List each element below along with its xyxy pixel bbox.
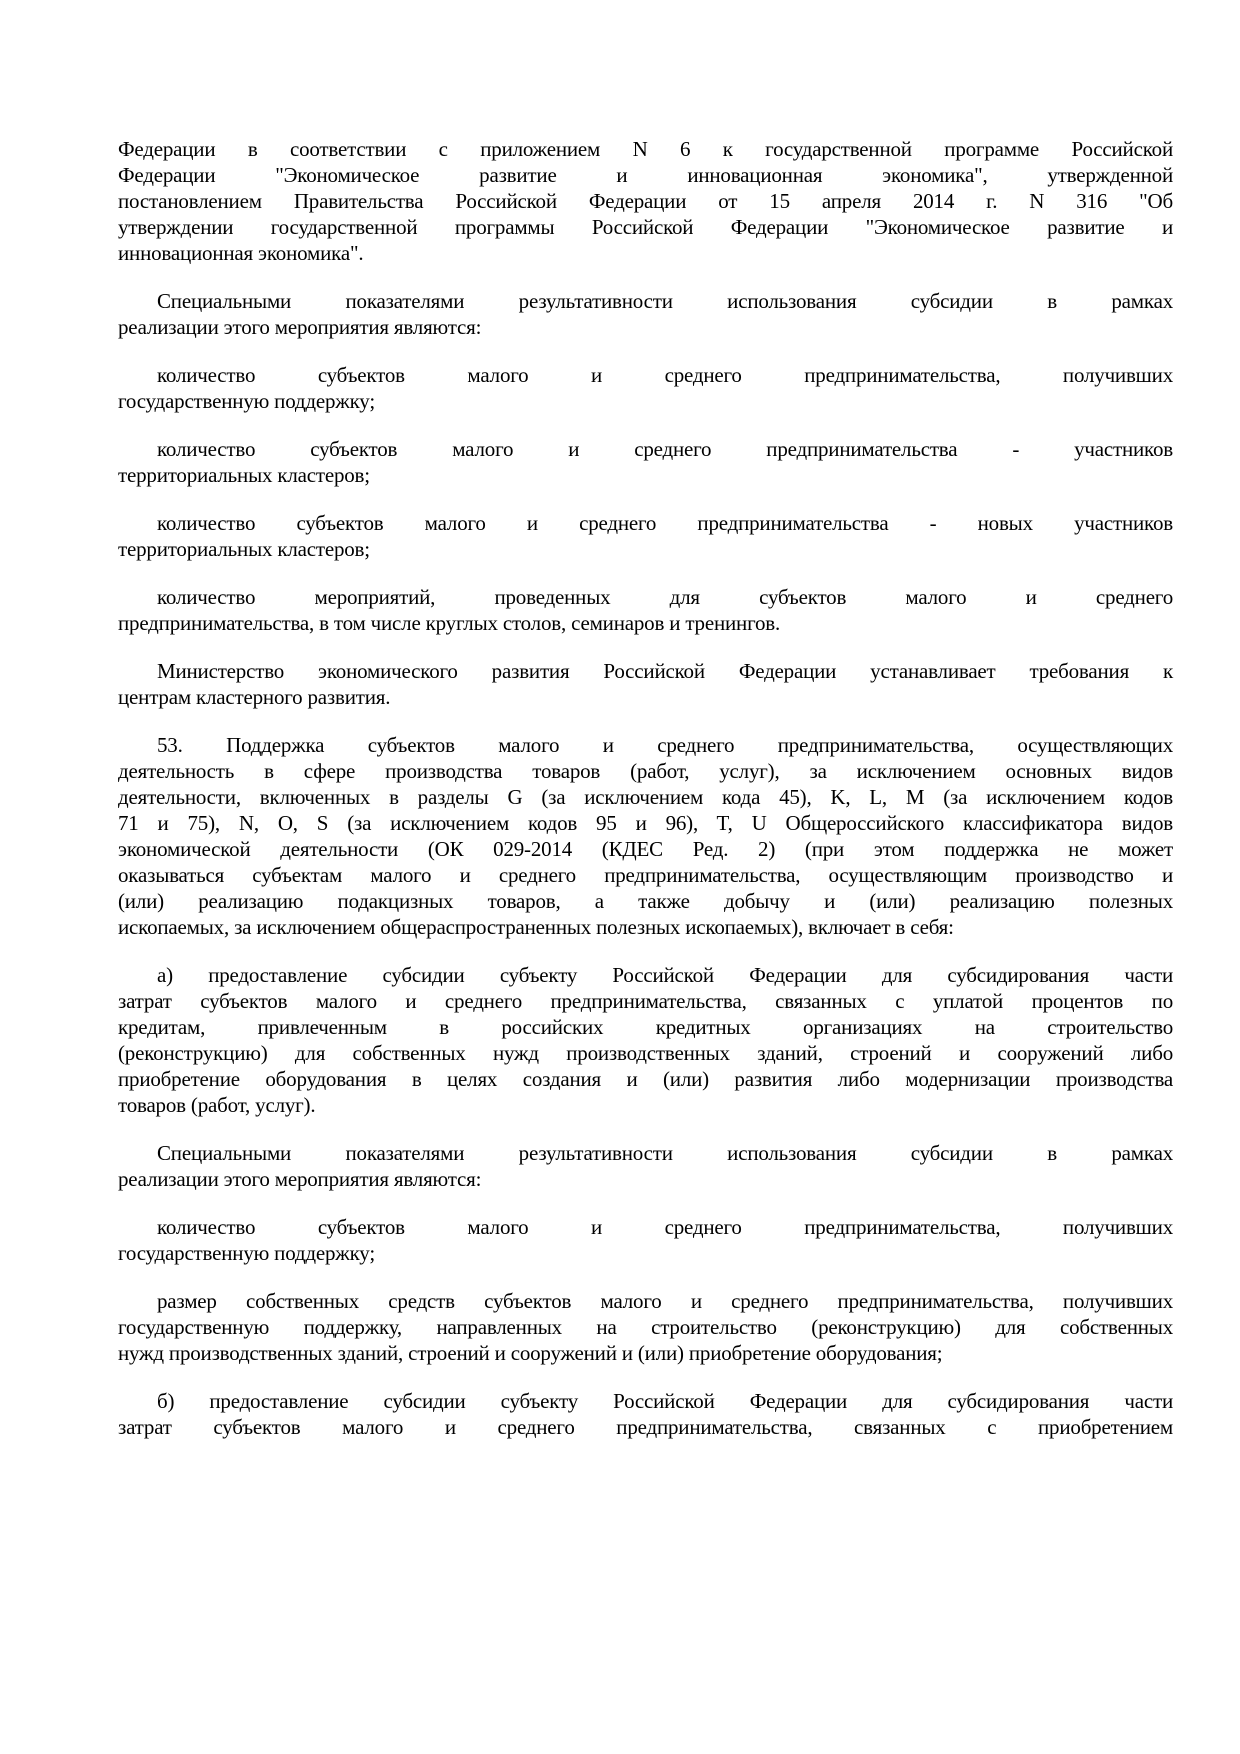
- paragraph-line: реализации этого мероприятия являются:: [118, 315, 482, 339]
- paragraph-line: утверждении государственной программы Российской Федерации "Экономическое развитие и: [118, 215, 1173, 239]
- paragraph-line: Федерации в соответствии с приложением N 6 к государственной программе Российской: [118, 137, 1173, 161]
- paragraph-line: размер собственных средств субъектов малого и среднего предпринимательства, получивших: [157, 1289, 1173, 1313]
- paragraph: [118, 136, 1173, 266]
- paragraph-line: государственную поддержку;: [118, 1241, 375, 1265]
- paragraph-line: а) предоставление субсидии субъекту Российской Федерации для субсидирования части: [157, 963, 1173, 987]
- paragraph-line: приобретение оборудования в целях создания и (или) развития либо модернизации производства: [118, 1067, 1173, 1091]
- paragraph-line: постановлением Правительства Российской Федерации от 15 апреля 2014 г. N 316 "Об: [118, 189, 1173, 213]
- paragraph-line: территориальных кластеров;: [118, 537, 370, 561]
- paragraph: [118, 288, 1173, 340]
- paragraph: [118, 584, 1173, 636]
- paragraph-line: инновационная экономика".: [118, 241, 364, 265]
- paragraph-line: количество субъектов малого и среднего предпринимательства, получивших: [157, 363, 1173, 387]
- document-page-body: [118, 136, 1173, 1462]
- paragraph-line: товаров (работ, услуг).: [118, 1093, 316, 1117]
- paragraph-line: государственную поддержку, направленных на строительство (реконструкцию) для собственных: [118, 1315, 1173, 1339]
- paragraph-line: затрат субъектов малого и среднего предпринимательства, связанных с приобретением: [118, 1415, 1173, 1439]
- paragraph-line: количество мероприятий, проведенных для субъектов малого и среднего: [157, 585, 1173, 609]
- paragraph-line: количество субъектов малого и среднего предпринимательства - участников: [157, 437, 1173, 461]
- paragraph-line: предпринимательства, в том числе круглых столов, семинаров и тренингов.: [118, 611, 781, 635]
- paragraph-line: количество субъектов малого и среднего предпринимательства - новых участников: [157, 511, 1173, 535]
- paragraph-line: (реконструкцию) для собственных нужд производственных зданий, строений и сооружений либо: [118, 1041, 1173, 1065]
- paragraph-line: экономической деятельности (ОК 029-2014 (КДЕС Ред. 2) (при этом поддержка не может: [118, 837, 1173, 861]
- paragraph-line: ископаемых, за исключением общераспространенных полезных ископаемых), включает в себя:: [118, 915, 954, 939]
- paragraph-line: центрам кластерного развития.: [118, 685, 391, 709]
- paragraph: [118, 362, 1173, 414]
- paragraph: [118, 658, 1173, 710]
- paragraph-line: реализации этого мероприятия являются:: [118, 1167, 482, 1191]
- paragraph-line: Специальными показателями результативности использования субсидии в рамках: [157, 1141, 1173, 1165]
- paragraph: [118, 510, 1173, 562]
- paragraph-line: государственную поддержку;: [118, 389, 375, 413]
- paragraph: [118, 962, 1173, 1118]
- paragraph-line: деятельность в сфере производства товаров (работ, услуг), за исключением основных видов: [118, 759, 1173, 783]
- paragraph-line: Федерации "Экономическое развитие и инновационная экономика", утвержденной: [118, 163, 1173, 187]
- paragraph-line: 71 и 75), N, O, S (за исключением кодов 95 и 96), T, U Общероссийского классификатора видов: [118, 811, 1173, 835]
- paragraph-line: б) предоставление субсидии субъекту Российской Федерации для субсидирования части: [157, 1389, 1173, 1413]
- paragraph-line: кредитам, привлеченным в российских кредитных организациях на строительство: [118, 1015, 1173, 1039]
- paragraph-line: нужд производственных зданий, строений и сооружений и (или) приобретение оборудования;: [118, 1341, 943, 1365]
- paragraph-line: Министерство экономического развития Российской Федерации устанавливает требования к: [157, 659, 1173, 683]
- paragraph-line: деятельности, включенных в разделы G (за исключением кода 45), K, L, M (за исключением кодов: [118, 785, 1173, 809]
- paragraph: [118, 1388, 1173, 1440]
- paragraph-line: оказываться субъектам малого и среднего предпринимательства, осуществляющим производство и: [118, 863, 1173, 887]
- paragraph: [118, 436, 1173, 488]
- paragraph: [118, 1214, 1173, 1266]
- paragraph: [118, 732, 1173, 940]
- paragraph-line: затрат субъектов малого и среднего предпринимательства, связанных с уплатой процентов по: [118, 989, 1173, 1013]
- paragraph-line: (или) реализацию подакцизных товаров, а также добычу и (или) реализацию полезных: [118, 889, 1173, 913]
- paragraph: [118, 1140, 1173, 1192]
- paragraph-line: количество субъектов малого и среднего предпринимательства, получивших: [157, 1215, 1173, 1239]
- paragraph-line: территориальных кластеров;: [118, 463, 370, 487]
- paragraph: [118, 1288, 1173, 1366]
- paragraph-line: 53. Поддержка субъектов малого и среднего предпринимательства, осуществляющих: [157, 733, 1173, 757]
- paragraph-line: Специальными показателями результативности использования субсидии в рамках: [157, 289, 1173, 313]
